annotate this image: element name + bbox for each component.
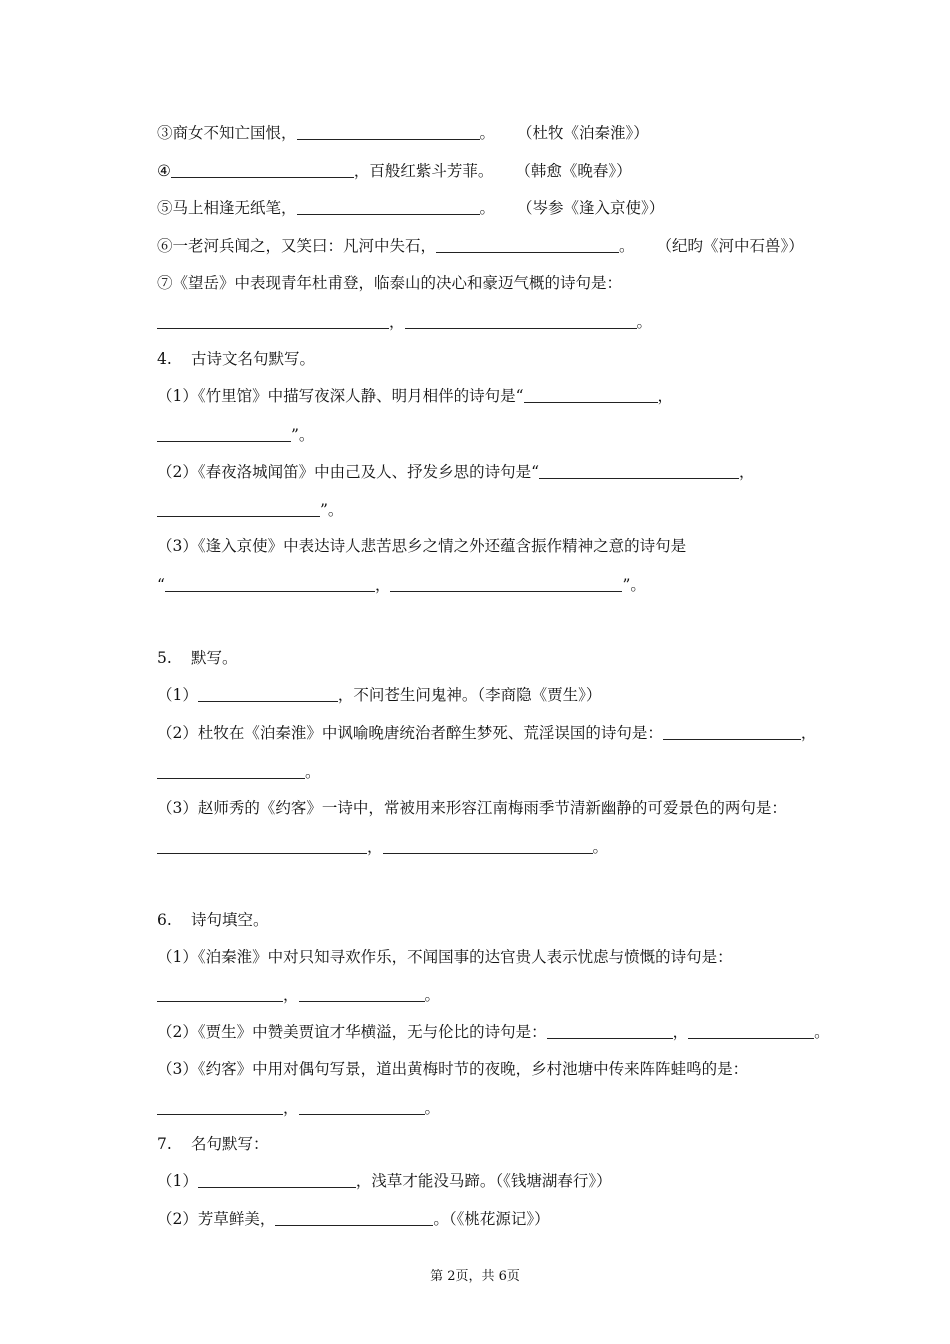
question-4-part-2-cont: ”。 xyxy=(157,499,343,521)
question-7-part-2: （2）芳草鲜美， 。（《桃花源记》） xyxy=(157,1210,550,1228)
question-5-part-2: （2）杜牧在《泊秦淮》中讽喻晚唐统治者醉生梦死、荒淫误国的诗句是： ， xyxy=(157,724,817,742)
answer-blank[interactable] xyxy=(297,123,480,140)
line-5: ⑤马上相逢无纸笔， 。 （岑参《逢入京使》） xyxy=(157,199,665,217)
question-6-part-1-cont: ， 。 xyxy=(157,984,440,1006)
page-footer: 第 2页，共 6页 xyxy=(430,1269,520,1284)
line-3: ③商女不知亡国恨， 。 （杜牧《泊秦淮》） xyxy=(157,124,649,142)
question-5-part-2-cont: 。 xyxy=(157,761,321,783)
question-4-part-3: （3）《逢入京使》中表达诗人悲苦思乡之情之外还蕴含振作精神之意的诗句是 xyxy=(157,537,687,555)
answer-blank[interactable] xyxy=(663,723,801,740)
line-4: ④ ，百般红紫斗芳菲。 （韩愈《晚春》） xyxy=(157,162,632,180)
question-5-part-1: （1） ，不问苍生问鬼神。（李商隐《贾生》） xyxy=(157,686,602,704)
answer-blank[interactable] xyxy=(171,161,354,178)
question-4-part-3-cont: “ ， ”。 xyxy=(157,576,646,594)
answer-blank[interactable] xyxy=(390,575,622,592)
question-6-part-3-cont: ， 。 xyxy=(157,1097,440,1119)
answer-blank[interactable] xyxy=(297,198,480,215)
answer-blank[interactable] xyxy=(198,1171,356,1188)
question-7-part-1: （1） ，浅草才能没马蹄。（《钱塘湖春行》） xyxy=(157,1172,612,1190)
line-7: ⑦《望岳》中表现青年杜甫登，临泰山的决心和豪迈气概的诗句是： xyxy=(157,274,623,292)
question-7-heading: 7. 名句默写： xyxy=(157,1135,269,1153)
answer-blank[interactable] xyxy=(299,985,425,1002)
answer-blank[interactable] xyxy=(157,985,283,1002)
answer-blank[interactable] xyxy=(383,837,593,854)
answer-blank[interactable] xyxy=(524,386,658,403)
question-6-part-3: （3）《约客》中用对偶句写景，道出黄梅时节的夜晚，乡村池塘中传来阵阵蛙鸣的是： xyxy=(157,1060,749,1078)
answer-blank[interactable] xyxy=(157,1098,283,1115)
line-7-answer: ， 。 xyxy=(157,311,652,333)
answer-blank[interactable] xyxy=(275,1209,433,1226)
question-5-part-3-cont: ， 。 xyxy=(157,836,608,858)
line-6: ⑥一老河兵闻之，又笑曰：凡河中失石， 。 （纪昀《河中石兽》） xyxy=(157,237,804,255)
answer-blank[interactable] xyxy=(688,1022,814,1039)
answer-blank[interactable] xyxy=(165,575,375,592)
answer-blank[interactable] xyxy=(157,425,291,442)
answer-blank[interactable] xyxy=(405,312,637,329)
question-6-heading: 6. 诗句填空。 xyxy=(157,911,269,929)
answer-blank[interactable] xyxy=(539,462,739,479)
answer-blank[interactable] xyxy=(157,762,305,779)
answer-blank[interactable] xyxy=(157,312,389,329)
question-6-part-2: （2）《贾生》中赞美贾谊才华横溢，无与伦比的诗句是： ， 。 xyxy=(157,1023,830,1041)
answer-blank[interactable] xyxy=(547,1022,673,1039)
question-5-part-3: （3）赵师秀的《约客》一诗中，常被用来形容江南梅雨季节清新幽静的可爱景色的两句是： xyxy=(157,799,787,817)
question-5-heading: 5. 默写。 xyxy=(157,649,238,667)
question-4-part-1-cont: ”。 xyxy=(157,424,314,446)
answer-blank[interactable] xyxy=(157,500,320,517)
answer-blank[interactable] xyxy=(198,685,338,702)
question-4-part-1: （1）《竹里馆》中描写夜深人静、明月相伴的诗句是“ ， xyxy=(157,387,674,405)
question-4-part-2: （2）《春夜洛城闻笛》中由己及人、抒发乡思的诗句是“ ， xyxy=(157,463,755,481)
answer-blank[interactable] xyxy=(157,837,367,854)
answer-blank[interactable] xyxy=(299,1098,425,1115)
answer-blank[interactable] xyxy=(436,236,619,253)
question-4-heading: 4. 古诗文名句默写。 xyxy=(157,350,316,368)
question-6-part-1: （1）《泊秦淮》中对只知寻欢作乐，不闻国事的达官贵人表示忧虑与愤慨的诗句是： xyxy=(157,948,733,966)
